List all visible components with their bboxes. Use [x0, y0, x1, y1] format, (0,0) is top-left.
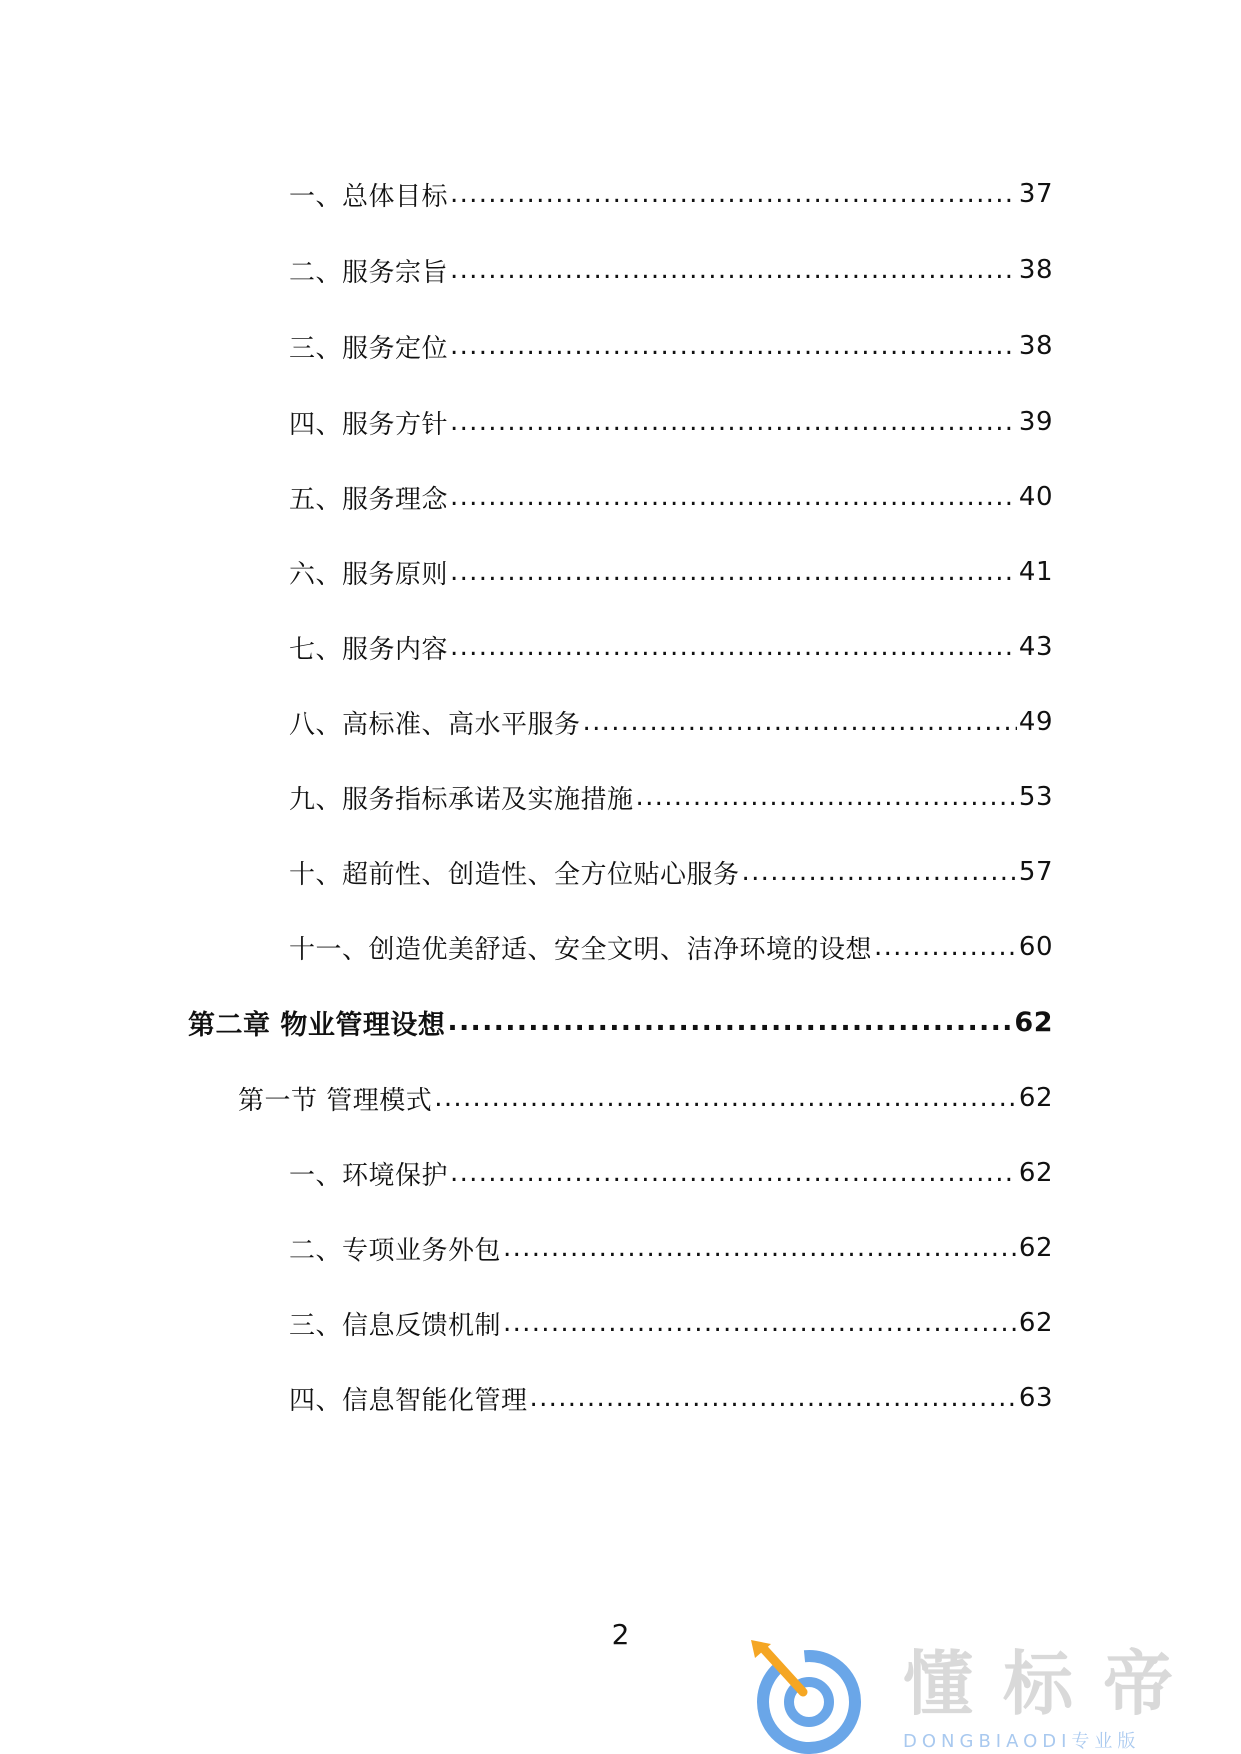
toc-entry-label: 十一、创造优美舒适、安全文明、洁净环境的设想 [289, 934, 873, 965]
toc-entry-page: 38 [1018, 331, 1053, 361]
watermark-brand: 懂标帝 [903, 1643, 1203, 1725]
toc-dot-leader [450, 1153, 1017, 1193]
toc-dot-leader [450, 477, 1017, 517]
toc-entry-page: 37 [1018, 179, 1053, 209]
toc-entry-label: 四、信息智能化管理 [289, 1385, 528, 1416]
toc-entry-label: 六、服务原则 [289, 559, 449, 590]
toc-dot-leader [636, 777, 1017, 817]
toc-entry-label: 三、信息反馈机制 [289, 1310, 502, 1341]
toc-entry-page: 41 [1018, 557, 1053, 587]
toc-dot-leader [450, 250, 1017, 290]
toc-entry-page: 57 [1018, 857, 1053, 887]
toc-entry[interactable] [289, 927, 1053, 967]
toc-entry-page: 62 [1018, 1083, 1053, 1113]
toc-entry-page: 39 [1018, 407, 1053, 437]
toc-entry-page: 38 [1018, 255, 1053, 285]
toc-entry[interactable] [289, 852, 1053, 892]
toc-entry-label: 七、服务内容 [289, 634, 449, 665]
page-number: 2 [611, 1618, 630, 1651]
toc-entry-label: 十、超前性、创造性、全方位贴心服务 [289, 859, 740, 890]
toc-dot-leader [503, 1228, 1017, 1268]
toc-entry-label: 三、服务定位 [289, 333, 449, 364]
toc-entry-page: 60 [1018, 932, 1053, 962]
watermark-text [903, 1640, 1233, 1754]
toc-dot-leader [434, 1078, 1017, 1118]
toc-entry-label: 第一节 管理模式 [238, 1085, 433, 1116]
toc-entry[interactable] [289, 402, 1053, 442]
toc-dot-leader [450, 326, 1017, 366]
watermark-subtitle: DONGBIAODI专业版 [903, 1731, 1141, 1752]
toc-entry[interactable] [289, 174, 1053, 214]
toc-entry-label: 一、环境保护 [289, 1160, 449, 1191]
toc-entry-label: 二、服务宗旨 [289, 257, 449, 288]
toc-chapter-entry[interactable] [188, 1002, 1053, 1042]
toc-entry[interactable] [289, 627, 1053, 667]
toc-entry-label: 八、高标准、高水平服务 [289, 709, 581, 740]
toc-entry-page: 49 [1018, 707, 1053, 737]
target-arrow-icon [745, 1640, 875, 1754]
toc-entry[interactable] [289, 702, 1053, 742]
toc-entry[interactable] [289, 326, 1053, 366]
toc-entry-label: 一、总体目标 [289, 181, 449, 212]
toc-section-entry[interactable] [238, 1078, 1053, 1118]
toc-entry[interactable] [289, 1228, 1053, 1268]
watermark-logo [745, 1640, 1235, 1754]
toc-dot-leader [450, 174, 1017, 214]
toc-entry-page: 63 [1018, 1383, 1053, 1413]
toc-entry-page: 43 [1018, 632, 1053, 662]
toc-entry[interactable] [289, 1303, 1053, 1343]
toc-dot-leader [450, 402, 1017, 442]
toc-entry-label: 第二章 物业管理设想 [188, 1009, 446, 1041]
toc-entry[interactable] [289, 477, 1053, 517]
toc-entry-label: 九、服务指标承诺及实施措施 [289, 784, 634, 815]
toc-entry[interactable] [289, 1378, 1053, 1418]
toc-entry[interactable] [289, 777, 1053, 817]
toc-dot-leader [583, 702, 1017, 742]
toc-entry-page: 40 [1018, 482, 1053, 512]
toc-dot-leader [447, 1002, 1012, 1042]
toc-entry[interactable] [289, 552, 1053, 592]
toc-dot-leader [530, 1378, 1017, 1418]
toc-entry-label: 四、服务方针 [289, 409, 449, 440]
toc-entry[interactable] [289, 250, 1053, 290]
toc-entry-label: 二、专项业务外包 [289, 1235, 502, 1266]
toc-dot-leader [742, 852, 1017, 892]
toc-entry-label: 五、服务理念 [289, 484, 449, 515]
toc-entry-page: 53 [1018, 782, 1053, 812]
toc-dot-leader [450, 552, 1017, 592]
toc-entry-page: 62 [1018, 1308, 1053, 1338]
toc-dot-leader [450, 627, 1017, 667]
toc-entry-page: 62 [1018, 1158, 1053, 1188]
toc-entry-page: 62 [1018, 1233, 1053, 1263]
toc-dot-leader [874, 927, 1017, 967]
toc-entry[interactable] [289, 1153, 1053, 1193]
toc-dot-leader [503, 1303, 1017, 1343]
toc-entry-page: 62 [1014, 1006, 1053, 1038]
